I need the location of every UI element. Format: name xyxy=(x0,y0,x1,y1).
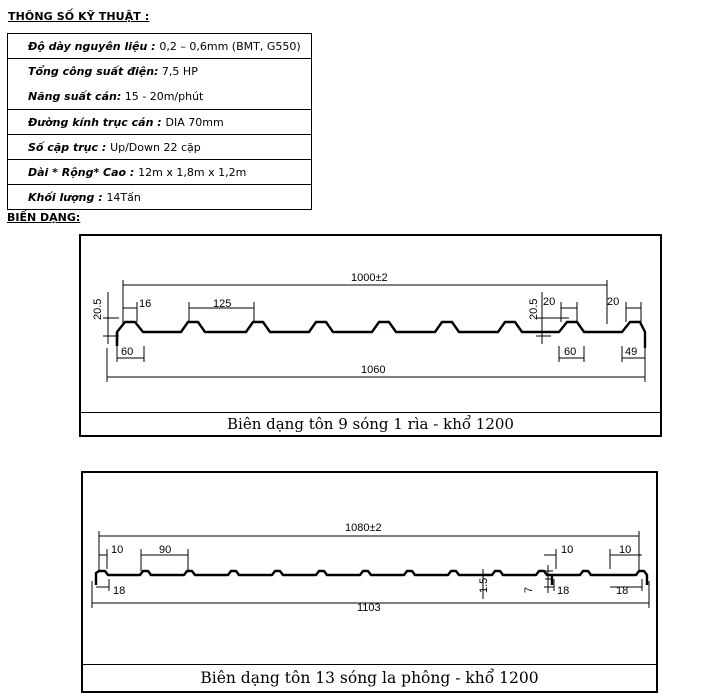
dim-18c: 18 xyxy=(616,585,629,597)
spec-table xyxy=(7,33,312,210)
profile-svg xyxy=(81,236,660,412)
dim-10b: 10 xyxy=(561,544,574,556)
dim-1080: 1080±2 xyxy=(345,522,382,534)
section-heading: BIẾN DẠNG: xyxy=(7,211,81,224)
dim-20a: 20 xyxy=(543,296,556,308)
profile-drawing-9-wave xyxy=(79,234,662,437)
spec-value: DIA 70mm xyxy=(165,115,224,129)
dim-1060: 1060 xyxy=(361,364,386,376)
dim-60b: 60 xyxy=(564,346,577,358)
dim-60a: 60 xyxy=(121,346,134,358)
dim-1-5: 1.5 xyxy=(478,577,490,593)
spec-row xyxy=(8,110,312,135)
profile-drawing-13-wave xyxy=(81,471,658,693)
dim-7: 7 xyxy=(523,586,535,593)
dim-10c: 10 xyxy=(619,544,632,556)
dim-h-right: 20.5 xyxy=(528,298,540,320)
spec-row xyxy=(8,59,312,110)
spec-label: Khối lượng : xyxy=(28,190,107,204)
dim-90: 90 xyxy=(159,544,172,556)
spec-value: Up/Down 22 cặp xyxy=(110,140,201,154)
dim-1103: 1103 xyxy=(357,602,381,614)
spec-value: 15 - 20m/phút xyxy=(121,90,204,103)
spec-row xyxy=(8,34,312,59)
spec-row xyxy=(8,160,312,185)
spec-value: 7,5 HP xyxy=(158,65,198,78)
spec-label: Tổng công suất điện: xyxy=(28,65,159,78)
dim-20b: 20 xyxy=(607,296,620,308)
spec-label: Đường kính trục cán : xyxy=(28,115,166,129)
dim-125: 125 xyxy=(213,298,232,310)
spec-value: 0,2 – 0,6mm (BMT, G550) xyxy=(159,39,301,53)
spec-row xyxy=(8,135,312,160)
spec-row xyxy=(8,185,312,210)
dim-1000: 1000±2 xyxy=(351,272,388,284)
spec-value: 12m x 1,8m x 1,2m xyxy=(138,165,247,179)
dim-10a: 10 xyxy=(111,544,124,556)
drawing-caption: Biên dạng tôn 9 sóng 1 rìa - khổ 1200 xyxy=(81,412,660,435)
drawing-caption: Biên dạng tôn 13 sóng la phông - khổ 1200 xyxy=(83,664,656,691)
spec-label: Độ dày nguyên liệu : xyxy=(28,39,160,53)
dim-49: 49 xyxy=(625,346,638,358)
dim-18a: 18 xyxy=(113,585,126,597)
dim-h-left: 20.5 xyxy=(92,298,104,320)
page-title: THÔNG SỐ KỸ THUẬT : xyxy=(8,10,150,23)
dim-16: 16 xyxy=(139,298,152,310)
spec-label: Số cặp trục : xyxy=(28,140,111,154)
spec-value: 14Tấn xyxy=(106,190,141,204)
dim-18b: 18 xyxy=(557,585,570,597)
profile-svg xyxy=(83,473,656,663)
spec-label: Năng suất cán: xyxy=(28,90,122,103)
spec-label: Dài * Rộng* Cao : xyxy=(28,165,139,179)
